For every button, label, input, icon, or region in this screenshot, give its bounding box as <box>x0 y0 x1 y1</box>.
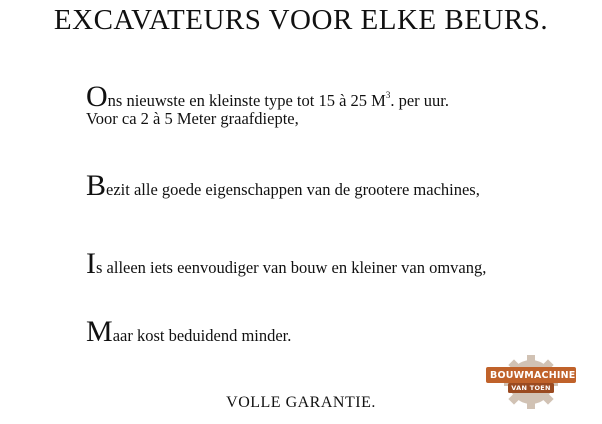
paragraph-capacity-line1 <box>86 80 449 113</box>
paragraph-capacity-line2: Voor ca 2 à 5 Meter graafdiepte, <box>86 109 299 128</box>
page-title: EXCAVATEURS VOOR ELKE BEURS. <box>53 4 549 36</box>
guarantee-text: VOLLE GARANTIE. <box>226 394 376 411</box>
gear-icon <box>478 354 584 410</box>
watermark-line1: BOUWMACHINES <box>490 370 583 381</box>
paragraph-text: ns nieuwste en kleinste type tot 15 à 25 M <box>107 91 386 110</box>
watermark-line2: VAN TOEN <box>511 384 551 392</box>
paragraph-text-end: . per uur. <box>390 91 449 110</box>
paragraph-text: s alleen iets eenvoudiger van bouw en kleiner van omvang, <box>96 258 487 277</box>
watermark-logo <box>478 354 584 410</box>
paragraph-construction <box>86 247 487 280</box>
initial-letter: O <box>86 80 108 113</box>
paragraph-price <box>86 315 292 348</box>
initial-letter: B <box>86 169 107 202</box>
paragraph-properties <box>86 169 480 202</box>
paragraph-text: aar kost beduidend minder. <box>112 326 292 345</box>
superscript: 3 <box>385 90 391 100</box>
paragraph-capacity <box>86 80 449 128</box>
initial-letter: I <box>86 247 96 280</box>
paragraph-text: ezit alle goede eigenschappen van de grootere machines, <box>106 180 480 199</box>
initial-letter: M <box>86 315 113 348</box>
